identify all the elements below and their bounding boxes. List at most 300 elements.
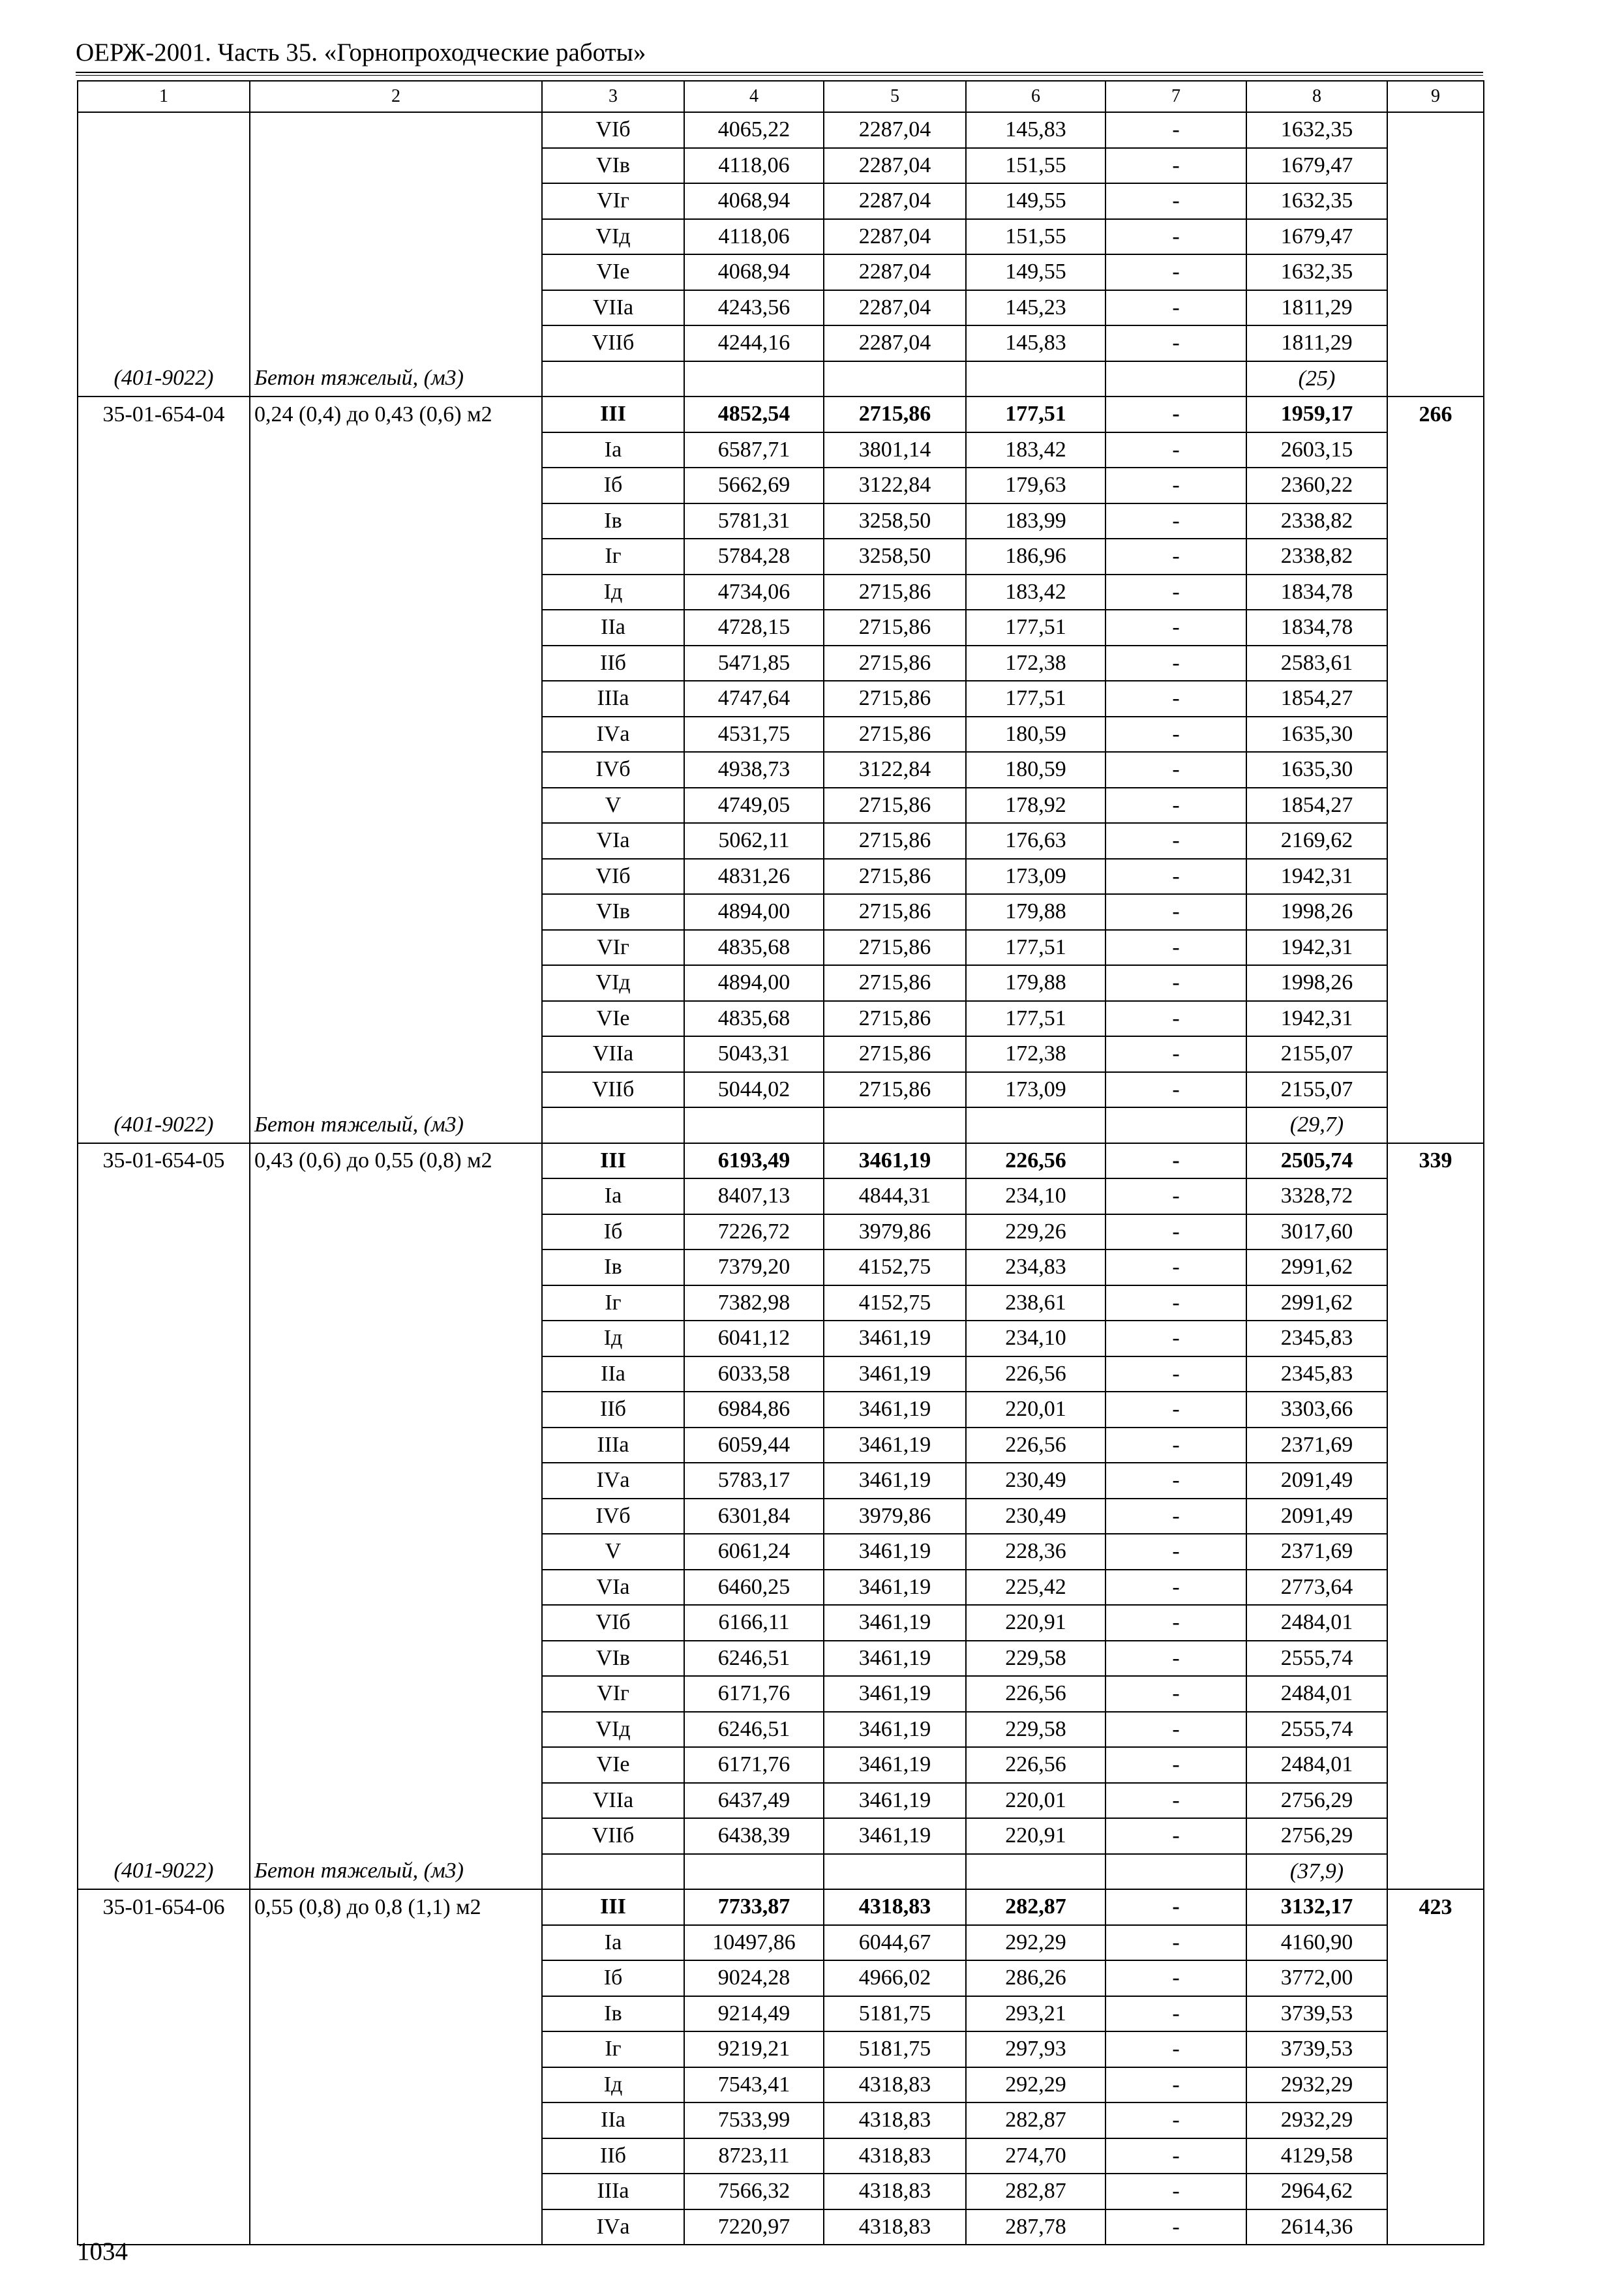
item-description bbox=[250, 2102, 542, 2138]
column-header: 9 bbox=[1387, 81, 1484, 112]
cell-value: 5471,85 bbox=[684, 646, 824, 681]
cell-value: Iд bbox=[542, 2067, 684, 2103]
column-header: 6 bbox=[966, 81, 1105, 112]
cell-value: 234,10 bbox=[966, 1178, 1105, 1214]
item-total bbox=[1387, 503, 1484, 539]
cell-value: 4318,83 bbox=[824, 2209, 966, 2245]
table-row bbox=[78, 325, 1484, 361]
cell-value: 4747,64 bbox=[684, 681, 824, 717]
cell-value: 3461,19 bbox=[824, 1356, 966, 1392]
cell-value: - bbox=[1105, 1783, 1246, 1819]
note-code: (401-9022) bbox=[78, 1854, 250, 1890]
item-description bbox=[250, 1036, 542, 1072]
item-code: 35-01-654-04 bbox=[78, 396, 250, 432]
table-row bbox=[78, 2174, 1484, 2209]
item-description bbox=[250, 894, 542, 930]
empty-cell bbox=[1105, 1854, 1246, 1890]
cell-value: 2715,86 bbox=[824, 681, 966, 717]
cell-value: 2287,04 bbox=[824, 290, 966, 326]
cell-value: 6301,84 bbox=[684, 1499, 824, 1534]
cell-value: Iв bbox=[542, 1249, 684, 1285]
item-description bbox=[250, 1534, 542, 1570]
cell-value: 4318,83 bbox=[824, 2138, 966, 2174]
cell-value: 9024,28 bbox=[684, 1960, 824, 1996]
cell-value: 2287,04 bbox=[824, 148, 966, 184]
header-rule bbox=[76, 72, 1483, 73]
item-description bbox=[250, 1428, 542, 1463]
cell-value: 2338,82 bbox=[1246, 503, 1387, 539]
cell-value: 2345,83 bbox=[1246, 1356, 1387, 1392]
cell-value: 2484,01 bbox=[1246, 1605, 1387, 1641]
table-row bbox=[78, 503, 1484, 539]
table-row bbox=[78, 1249, 1484, 1285]
item-total bbox=[1387, 1960, 1484, 1996]
cell-value: VIе bbox=[542, 254, 684, 290]
cell-value: IVа bbox=[542, 717, 684, 753]
cell-value: 2715,86 bbox=[824, 575, 966, 610]
cell-value: 3328,72 bbox=[1246, 1178, 1387, 1214]
item-description bbox=[250, 254, 542, 290]
cell-value: VIб bbox=[542, 1605, 684, 1641]
cell-value: - bbox=[1105, 1072, 1246, 1108]
item-code bbox=[78, 1036, 250, 1072]
empty-cell bbox=[824, 361, 966, 397]
cell-value: - bbox=[1105, 894, 1246, 930]
item-code bbox=[78, 575, 250, 610]
cell-value: 2371,69 bbox=[1246, 1534, 1387, 1570]
item-total bbox=[1387, 1428, 1484, 1463]
column-header: 8 bbox=[1246, 81, 1387, 112]
item-description bbox=[250, 1605, 542, 1641]
item-total bbox=[1387, 1747, 1484, 1783]
cell-value: 6171,76 bbox=[684, 1747, 824, 1783]
table-row bbox=[78, 254, 1484, 290]
cell-value: 4318,83 bbox=[824, 1889, 966, 1925]
item-description bbox=[250, 1641, 542, 1677]
cell-value: 2756,29 bbox=[1246, 1783, 1387, 1819]
cell-value: 6587,71 bbox=[684, 432, 824, 468]
item-code bbox=[78, 2031, 250, 2067]
item-description bbox=[250, 1570, 542, 1606]
cell-value: - bbox=[1105, 112, 1246, 148]
cell-value: 4728,15 bbox=[684, 610, 824, 646]
item-code bbox=[78, 1463, 250, 1499]
item-total bbox=[1387, 1996, 1484, 2032]
empty-cell bbox=[966, 1854, 1105, 1890]
item-total bbox=[1387, 930, 1484, 966]
item-description bbox=[250, 1818, 542, 1854]
item-total: 266 bbox=[1387, 396, 1484, 432]
cell-value: 292,29 bbox=[966, 1925, 1105, 1961]
table-row bbox=[78, 2031, 1484, 2067]
cell-value: 2169,62 bbox=[1246, 823, 1387, 859]
item-code bbox=[78, 219, 250, 255]
item-code bbox=[78, 112, 250, 148]
cell-value: 282,87 bbox=[966, 2102, 1105, 2138]
cell-value: 226,56 bbox=[966, 1356, 1105, 1392]
cell-value: - bbox=[1105, 788, 1246, 824]
cell-value: 177,51 bbox=[966, 610, 1105, 646]
cell-value: 3461,19 bbox=[824, 1143, 966, 1179]
item-total bbox=[1387, 432, 1484, 468]
item-total bbox=[1387, 1001, 1484, 1037]
item-description bbox=[250, 930, 542, 966]
item-code bbox=[78, 965, 250, 1001]
cell-value: VIд bbox=[542, 965, 684, 1001]
cell-value: 6460,25 bbox=[684, 1570, 824, 1606]
cell-value: 183,99 bbox=[966, 503, 1105, 539]
item-total bbox=[1387, 1676, 1484, 1712]
item-code bbox=[78, 752, 250, 788]
cell-value: 2555,74 bbox=[1246, 1641, 1387, 1677]
cell-value: 297,93 bbox=[966, 2031, 1105, 2067]
item-code bbox=[78, 1570, 250, 1606]
cell-value: 4318,83 bbox=[824, 2102, 966, 2138]
cell-value: 4160,90 bbox=[1246, 1925, 1387, 1961]
item-description bbox=[250, 183, 542, 219]
item-description bbox=[250, 1499, 542, 1534]
item-description bbox=[250, 1356, 542, 1392]
cell-value: 3132,17 bbox=[1246, 1889, 1387, 1925]
cell-value: VIIб bbox=[542, 1818, 684, 1854]
item-code bbox=[78, 1321, 250, 1356]
cell-value: 6061,24 bbox=[684, 1534, 824, 1570]
cell-value: 4734,06 bbox=[684, 575, 824, 610]
cell-value: - bbox=[1105, 396, 1246, 432]
cell-value: VIд bbox=[542, 219, 684, 255]
cell-value: 9214,49 bbox=[684, 1996, 824, 2032]
cell-value: Iб bbox=[542, 468, 684, 503]
empty-cell bbox=[824, 1107, 966, 1143]
table-row bbox=[78, 1214, 1484, 1250]
item-code bbox=[78, 823, 250, 859]
cell-value: 1679,47 bbox=[1246, 219, 1387, 255]
cell-value: 183,42 bbox=[966, 432, 1105, 468]
item-code bbox=[78, 788, 250, 824]
item-total bbox=[1387, 965, 1484, 1001]
cell-value: 6984,86 bbox=[684, 1392, 824, 1428]
table-row bbox=[78, 148, 1484, 184]
item-description bbox=[250, 148, 542, 184]
cell-value: 4068,94 bbox=[684, 254, 824, 290]
item-total bbox=[1387, 1356, 1484, 1392]
cell-value: 226,56 bbox=[966, 1428, 1105, 1463]
cell-value: III bbox=[542, 1143, 684, 1179]
cell-value: - bbox=[1105, 2174, 1246, 2209]
table-row bbox=[78, 1747, 1484, 1783]
item-code bbox=[78, 325, 250, 361]
item-description bbox=[250, 1392, 542, 1428]
cell-value: 4118,06 bbox=[684, 148, 824, 184]
cell-value: VIIб bbox=[542, 1072, 684, 1108]
cell-value: Iв bbox=[542, 503, 684, 539]
table-row bbox=[78, 1996, 1484, 2032]
cell-value: 2484,01 bbox=[1246, 1676, 1387, 1712]
item-code bbox=[78, 717, 250, 753]
item-code bbox=[78, 930, 250, 966]
item-description bbox=[250, 2209, 542, 2245]
cell-value: - bbox=[1105, 1570, 1246, 1606]
table-row bbox=[78, 1321, 1484, 1356]
item-code bbox=[78, 503, 250, 539]
item-description bbox=[250, 1712, 542, 1748]
cell-value: Iа bbox=[542, 432, 684, 468]
item-total bbox=[1387, 752, 1484, 788]
cell-value: 4243,56 bbox=[684, 290, 824, 326]
column-header: 3 bbox=[542, 81, 684, 112]
column-header: 2 bbox=[250, 81, 542, 112]
empty-cell bbox=[684, 1107, 824, 1143]
cell-value: 5043,31 bbox=[684, 1036, 824, 1072]
cell-value: V bbox=[542, 1534, 684, 1570]
cell-value: 3461,19 bbox=[824, 1534, 966, 1570]
item-description: 0,24 (0,4) до 0,43 (0,6) м2 bbox=[250, 396, 542, 432]
item-code bbox=[78, 148, 250, 184]
cell-value: 2345,83 bbox=[1246, 1321, 1387, 1356]
item-description bbox=[250, 2031, 542, 2067]
cell-value: 10497,86 bbox=[684, 1925, 824, 1961]
table-row bbox=[78, 965, 1484, 1001]
cell-value: III bbox=[542, 396, 684, 432]
cell-value: - bbox=[1105, 1214, 1246, 1250]
cell-value: Iд bbox=[542, 575, 684, 610]
cell-value: VIIб bbox=[542, 325, 684, 361]
cell-value: 6044,67 bbox=[824, 1925, 966, 1961]
cell-value: 151,55 bbox=[966, 148, 1105, 184]
cell-value: 220,01 bbox=[966, 1783, 1105, 1819]
cell-value: 2360,22 bbox=[1246, 468, 1387, 503]
cell-value: 2715,86 bbox=[824, 1072, 966, 1108]
cell-value: Iб bbox=[542, 1960, 684, 1996]
cell-value: 1834,78 bbox=[1246, 610, 1387, 646]
item-code bbox=[78, 1214, 250, 1250]
cell-value: 229,26 bbox=[966, 1214, 1105, 1250]
item-total bbox=[1387, 2102, 1484, 2138]
item-description bbox=[250, 503, 542, 539]
cell-value: VIб bbox=[542, 112, 684, 148]
cell-value: 1854,27 bbox=[1246, 788, 1387, 824]
item-code bbox=[78, 1783, 250, 1819]
cell-value: 229,58 bbox=[966, 1712, 1105, 1748]
cell-value: 172,38 bbox=[966, 646, 1105, 681]
cell-value: 225,42 bbox=[966, 1570, 1105, 1606]
cell-value: - bbox=[1105, 859, 1246, 895]
item-description bbox=[250, 2138, 542, 2174]
cell-value: 2715,86 bbox=[824, 610, 966, 646]
item-code bbox=[78, 1392, 250, 1428]
cell-value: 173,09 bbox=[966, 1072, 1105, 1108]
item-code bbox=[78, 1285, 250, 1321]
table-row bbox=[78, 2102, 1484, 2138]
cell-value: 2287,04 bbox=[824, 325, 966, 361]
cell-value: 5781,31 bbox=[684, 503, 824, 539]
table-row bbox=[78, 1712, 1484, 1748]
item-total bbox=[1387, 325, 1484, 361]
cell-value: - bbox=[1105, 219, 1246, 255]
cell-value: 3122,84 bbox=[824, 468, 966, 503]
cell-value: - bbox=[1105, 610, 1246, 646]
cell-value: 6166,11 bbox=[684, 1605, 824, 1641]
cell-value: 2715,86 bbox=[824, 717, 966, 753]
cell-value: 2614,36 bbox=[1246, 2209, 1387, 2245]
column-header: 5 bbox=[824, 81, 966, 112]
table-row bbox=[78, 1072, 1484, 1108]
item-description bbox=[250, 823, 542, 859]
cell-value: - bbox=[1105, 2209, 1246, 2245]
table-row bbox=[78, 112, 1484, 148]
item-code bbox=[78, 1072, 250, 1108]
cell-value: 4835,68 bbox=[684, 930, 824, 966]
item-description bbox=[250, 539, 542, 575]
cell-value: 226,56 bbox=[966, 1747, 1105, 1783]
cell-value: 6033,58 bbox=[684, 1356, 824, 1392]
empty-cell bbox=[684, 361, 824, 397]
item-description bbox=[250, 965, 542, 1001]
note-code: (401-9022) bbox=[78, 1107, 250, 1143]
cell-value: - bbox=[1105, 1960, 1246, 1996]
cell-value: 179,88 bbox=[966, 894, 1105, 930]
cell-value: - bbox=[1105, 681, 1246, 717]
cell-value: 6437,49 bbox=[684, 1783, 824, 1819]
item-description: 0,43 (0,6) до 0,55 (0,8) м2 bbox=[250, 1143, 542, 1179]
table-row bbox=[78, 1036, 1484, 1072]
item-total bbox=[1387, 148, 1484, 184]
cell-value: 6193,49 bbox=[684, 1143, 824, 1179]
cell-value: Iг bbox=[542, 1285, 684, 1321]
cell-value: 2091,49 bbox=[1246, 1463, 1387, 1499]
table-row bbox=[78, 752, 1484, 788]
item-code bbox=[78, 1676, 250, 1712]
item-total bbox=[1387, 468, 1484, 503]
cell-value: 3258,50 bbox=[824, 539, 966, 575]
cell-value: 2287,04 bbox=[824, 254, 966, 290]
cell-value: 180,59 bbox=[966, 752, 1105, 788]
cell-value: 176,63 bbox=[966, 823, 1105, 859]
cell-value: 3461,19 bbox=[824, 1392, 966, 1428]
cell-value: IIа bbox=[542, 2102, 684, 2138]
cell-value: 2715,86 bbox=[824, 396, 966, 432]
cell-value: 2715,86 bbox=[824, 646, 966, 681]
item-total bbox=[1387, 1641, 1484, 1677]
table-row bbox=[78, 1178, 1484, 1214]
cell-value: - bbox=[1105, 254, 1246, 290]
item-code bbox=[78, 2102, 250, 2138]
table-row bbox=[78, 894, 1484, 930]
cell-value: IIб bbox=[542, 1392, 684, 1428]
cell-value: VIг bbox=[542, 1676, 684, 1712]
table-row bbox=[78, 2138, 1484, 2174]
item-total bbox=[1387, 1570, 1484, 1606]
item-description bbox=[250, 1996, 542, 2032]
cell-value: 220,01 bbox=[966, 1392, 1105, 1428]
cell-value: IIа bbox=[542, 610, 684, 646]
item-total bbox=[1387, 2174, 1484, 2209]
item-description bbox=[250, 1072, 542, 1108]
item-total bbox=[1387, 717, 1484, 753]
empty-cell bbox=[966, 361, 1105, 397]
cell-value: 7226,72 bbox=[684, 1214, 824, 1250]
table-row bbox=[78, 1463, 1484, 1499]
item-description bbox=[250, 1321, 542, 1356]
cell-value: VIг bbox=[542, 930, 684, 966]
table-row bbox=[78, 1285, 1484, 1321]
cell-value: 234,83 bbox=[966, 1249, 1105, 1285]
empty-cell bbox=[824, 1854, 966, 1890]
item-description bbox=[250, 717, 542, 753]
cell-value: 151,55 bbox=[966, 219, 1105, 255]
cell-value: 293,21 bbox=[966, 1996, 1105, 2032]
cell-value: 173,09 bbox=[966, 859, 1105, 895]
cell-value: 3461,19 bbox=[824, 1641, 966, 1677]
cell-value: 1632,35 bbox=[1246, 254, 1387, 290]
item-code bbox=[78, 2138, 250, 2174]
cell-value: 177,51 bbox=[966, 930, 1105, 966]
item-total bbox=[1387, 2138, 1484, 2174]
cell-value: 149,55 bbox=[966, 183, 1105, 219]
cell-value: 149,55 bbox=[966, 254, 1105, 290]
item-description bbox=[250, 1925, 542, 1961]
cell-value: V bbox=[542, 788, 684, 824]
empty-cell bbox=[1387, 361, 1484, 397]
item-code bbox=[78, 290, 250, 326]
material-note-row bbox=[78, 1107, 1484, 1143]
cell-value: 7533,99 bbox=[684, 2102, 824, 2138]
note-text: Бетон тяжелый, (м3) bbox=[250, 1854, 542, 1890]
cell-value: 7382,98 bbox=[684, 1285, 824, 1321]
item-total bbox=[1387, 1712, 1484, 1748]
cell-value: VIг bbox=[542, 183, 684, 219]
item-description bbox=[250, 859, 542, 895]
table-row bbox=[78, 183, 1484, 219]
item-code bbox=[78, 1178, 250, 1214]
cell-value: - bbox=[1105, 1712, 1246, 1748]
item-code bbox=[78, 859, 250, 895]
cell-value: - bbox=[1105, 1036, 1246, 1072]
cell-value: 4835,68 bbox=[684, 1001, 824, 1037]
item-code bbox=[78, 432, 250, 468]
cell-value: 1942,31 bbox=[1246, 930, 1387, 966]
page-title: ОЕРЖ-2001. Часть 35. «Горнопроходческие работы» bbox=[76, 38, 646, 67]
item-code bbox=[78, 1818, 250, 1854]
cell-value: 274,70 bbox=[966, 2138, 1105, 2174]
item-code bbox=[78, 1499, 250, 1534]
cell-value: 4318,83 bbox=[824, 2174, 966, 2209]
cell-value: 2371,69 bbox=[1246, 1428, 1387, 1463]
cell-value: 220,91 bbox=[966, 1605, 1105, 1641]
cell-value: 3461,19 bbox=[824, 1605, 966, 1641]
cell-value: - bbox=[1105, 2031, 1246, 2067]
item-code bbox=[78, 1249, 250, 1285]
cell-value: 230,49 bbox=[966, 1499, 1105, 1534]
cell-value: 5784,28 bbox=[684, 539, 824, 575]
cell-value: 4966,02 bbox=[824, 1960, 966, 1996]
table-row bbox=[78, 1570, 1484, 1606]
cell-value: 8407,13 bbox=[684, 1178, 824, 1214]
cell-value: 183,42 bbox=[966, 575, 1105, 610]
item-description bbox=[250, 1001, 542, 1037]
item-code bbox=[78, 1960, 250, 1996]
table-row bbox=[78, 1605, 1484, 1641]
table-row bbox=[78, 1428, 1484, 1463]
cell-value: - bbox=[1105, 539, 1246, 575]
cell-value: 226,56 bbox=[966, 1676, 1105, 1712]
cell-value: IIб bbox=[542, 2138, 684, 2174]
cell-value: 292,29 bbox=[966, 2067, 1105, 2103]
cell-value: 3461,19 bbox=[824, 1818, 966, 1854]
cell-value: 6438,39 bbox=[684, 1818, 824, 1854]
cell-value: 7566,32 bbox=[684, 2174, 824, 2209]
cell-value: 145,83 bbox=[966, 325, 1105, 361]
